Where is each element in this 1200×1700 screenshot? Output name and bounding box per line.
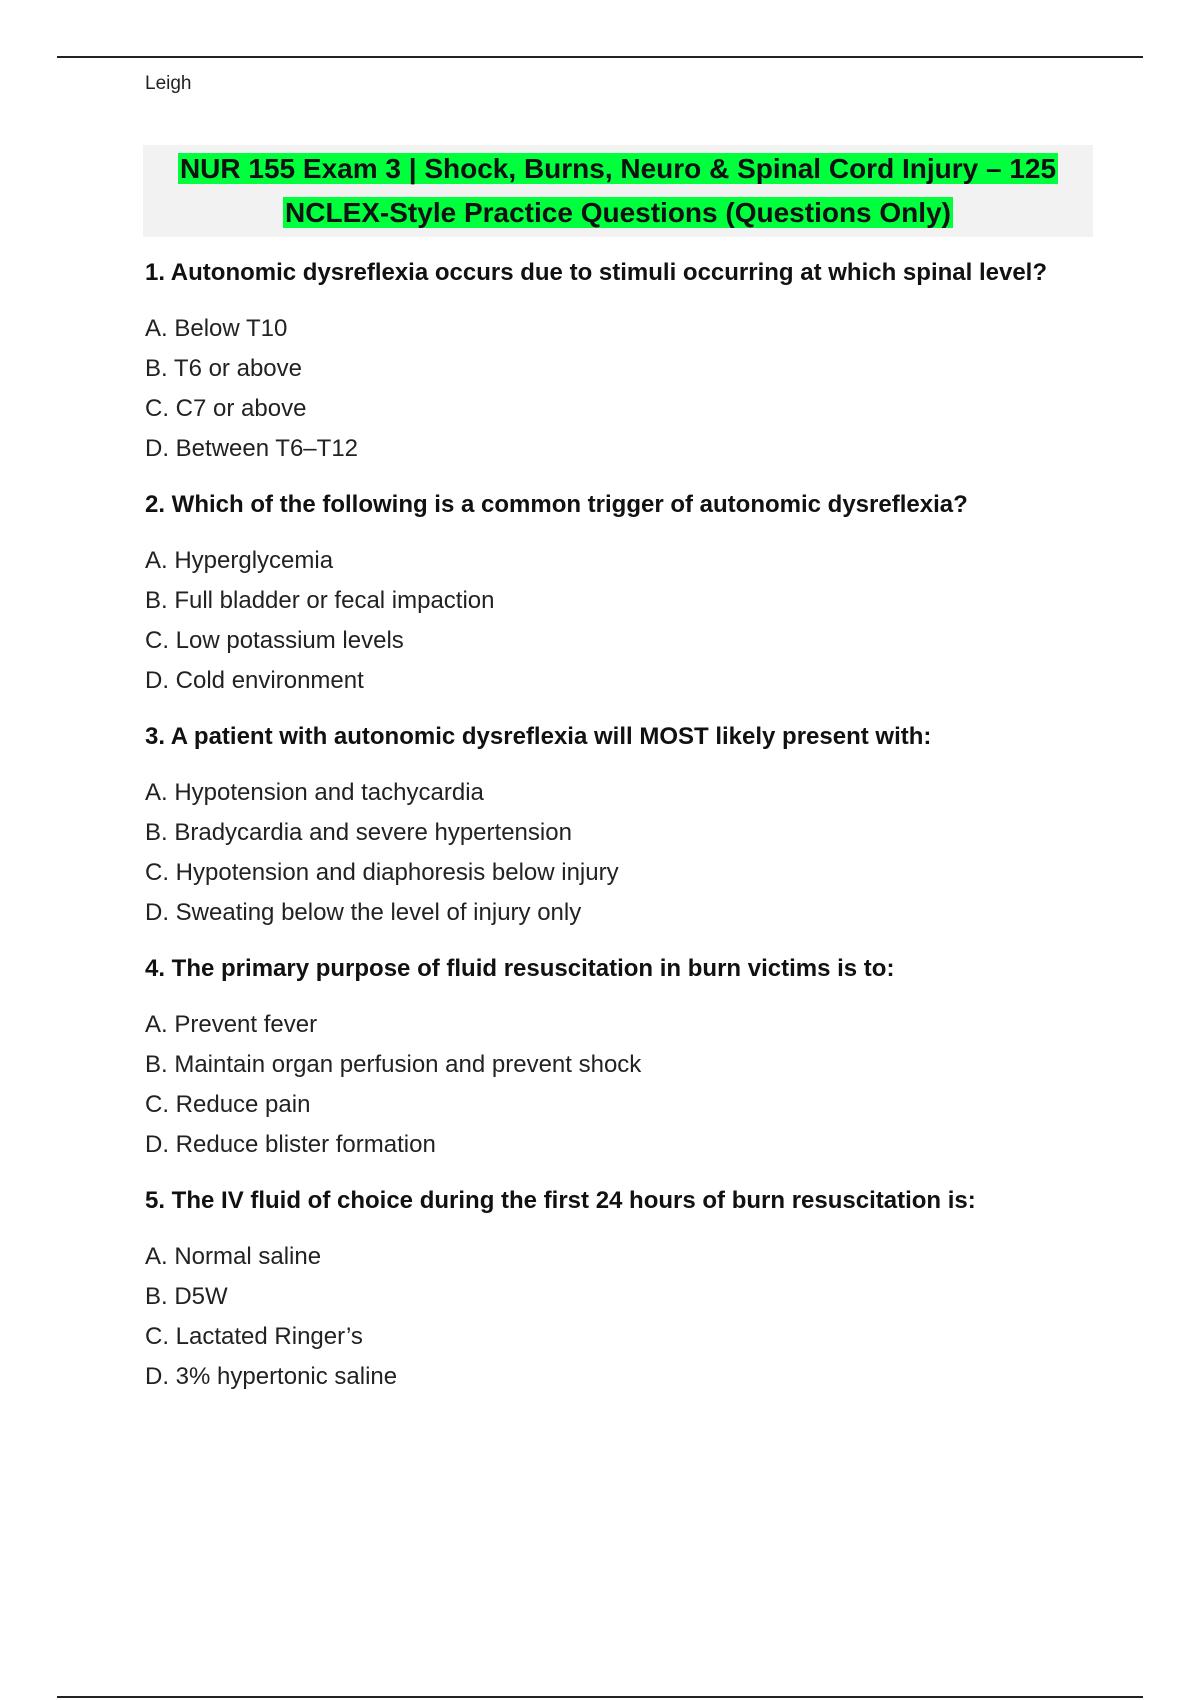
title-line-1-text: NUR 155 Exam 3 | Shock, Burns, Neuro & Spinal Cord Injury – 125: [179, 153, 1057, 184]
answer-option: D. Reduce blister formation: [145, 1131, 436, 1158]
answer-option: B. Bradycardia and severe hypertension: [145, 819, 572, 846]
question-5: [145, 1184, 1105, 1397]
answer-option: C. Hypotension and diaphoresis below injury: [145, 859, 619, 886]
answer-option: D. 3% hypertonic saline: [145, 1363, 398, 1390]
question-2: [145, 488, 1105, 701]
answer-option: D. Between T6–T12: [145, 435, 359, 462]
answer-option: C. Lactated Ringer’s: [145, 1323, 363, 1350]
answer-option: D. Sweating below the level of injury only: [145, 899, 582, 926]
question-text: 1. Autonomic dysreflexia occurs due to stimuli occurring at which spinal level?: [145, 259, 1047, 286]
title-line-2-text: NCLEX-Style Practice Questions (Questions Only): [285, 197, 951, 228]
question-list: [145, 256, 1105, 1416]
question-text: 4. The primary purpose of fluid resuscitation in burn victims is to:: [145, 955, 895, 982]
answer-option: D. Cold environment: [145, 667, 364, 694]
question-1: [145, 256, 1105, 469]
footer-rule: [57, 1696, 1143, 1698]
answer-option: A. Hyperglycemia: [145, 547, 334, 574]
author-name: Leigh: [145, 73, 192, 94]
header-rule: [57, 56, 1143, 58]
answer-option: C. Low potassium levels: [145, 627, 404, 654]
question-text: 2. Which of the following is a common trigger of autonomic dysreflexia?: [145, 491, 968, 518]
answer-option: C. Reduce pain: [145, 1091, 311, 1118]
document-title: [143, 145, 1093, 237]
title-line-2: [283, 191, 953, 235]
answer-option: B. Full bladder or fecal impaction: [145, 587, 495, 614]
question-3: [145, 720, 1105, 933]
answer-option: B. D5W: [145, 1283, 228, 1310]
question-4: [145, 952, 1105, 1165]
question-text: 5. The IV fluid of choice during the first 24 hours of burn resuscitation is:: [145, 1187, 976, 1214]
title-line-1: [178, 147, 1058, 191]
answer-option: A. Normal saline: [145, 1243, 322, 1270]
answer-option: B. Maintain organ perfusion and prevent shock: [145, 1051, 642, 1078]
answer-option: C. C7 or above: [145, 395, 307, 422]
answer-option: A. Hypotension and tachycardia: [145, 779, 484, 806]
question-text: 3. A patient with autonomic dysreflexia will MOST likely present with:: [145, 723, 932, 750]
answer-option: A. Prevent fever: [145, 1011, 318, 1038]
answer-option: B. T6 or above: [145, 355, 302, 382]
answer-option: A. Below T10: [145, 315, 288, 342]
